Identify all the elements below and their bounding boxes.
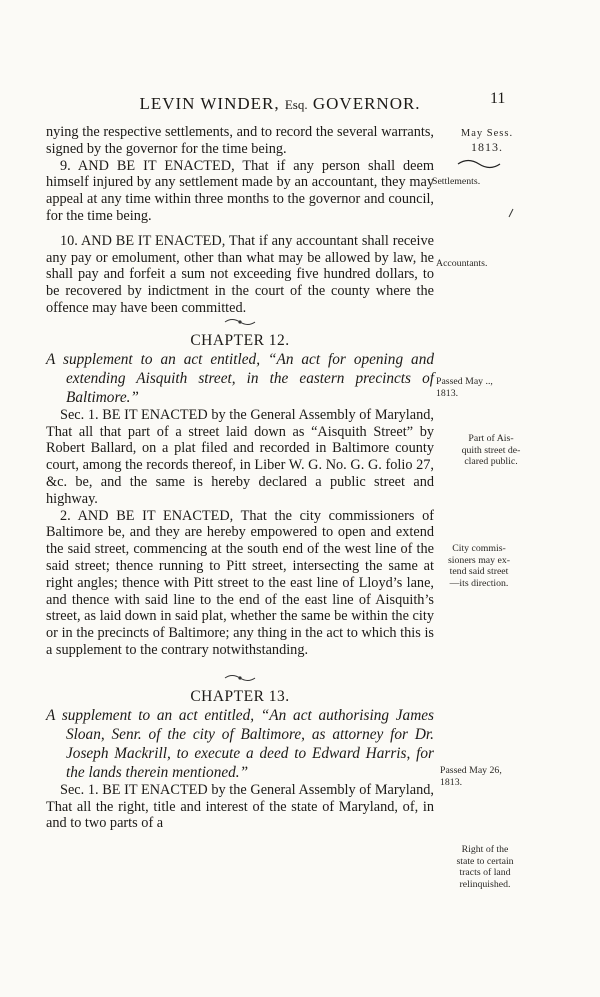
- running-title-esq: Esq.: [284, 97, 308, 112]
- margin-session: May Sess. 1813.: [460, 128, 514, 154]
- margin-aisquith-public: Part of Ais- quith street de- clared public.: [461, 433, 521, 467]
- running-title-name: LEVIN WINDER,: [139, 94, 280, 113]
- chapter-12-section-1: Sec. 1. BE IT ENACTED by the General Assembly of Maryland, That all that part of a street laid down as “Aisquith Street” by Robert Ballard, on a plat filed and recorded in Baltimore county court, among the records thereof, in Liber W. G. No. G. G. folio 27, &c. be, and the same is hereby declared a public street and highway.: [46, 406, 434, 507]
- section-10: 10. AND BE IT ENACTED, That if any accountant shall receive any pay or emolument, other than what may be allowed by law, he shall pay and forfeit a sum not exceeding five hundred dollars, to be recovered by indictment in the court of the county where the offence may have been committed.: [46, 232, 434, 316]
- running-head: [120, 94, 440, 114]
- margin-city-commissioners: City commis- sioners may ex- tend said street —its direction.: [447, 543, 511, 589]
- chapter-13-title: A supplement to an act entitled, “An act authorising James Sloan, Senr. of the city of Baltimore, as attorney for Dr. Joseph Mackrill, to execute a deed to Edward Harris, for the lands therein mentioned.”: [46, 706, 434, 781]
- chapter-12-section-2: 2. AND BE IT ENACTED, That the city commissioners of Baltimore be, and they are hereby empowered to open and extend the said street, commencing at the south end of the west line of the said street; thence running to Pitt street, intersecting the same at right angles; thence with Pitt street to the east line of Lloyd’s lane, and thence with said line to the end of the east line of Aisquith’s street, as laid down in said plat, whether the same be within the city or in the precincts of Baltimore; any thing in the act to which this is a supplement to the contrary notwithstanding.: [46, 507, 434, 658]
- page-number: 11: [490, 90, 506, 107]
- ink-speck-icon: [508, 208, 514, 218]
- chapter-13-section-1: Sec. 1. BE IT ENACTED by the General Assembly of Maryland, That all the right, title and interest of the state of Maryland, of, in and to two parts of a: [46, 781, 434, 832]
- margin-passed-ch13: Passed May 26, 1813.: [440, 765, 502, 788]
- chapter-12-heading: CHAPTER 12.: [190, 331, 290, 349]
- margin-settlements: Settlements.: [432, 176, 481, 187]
- paragraph-settlements-cont: nying the respective settlements, and to record the several warrants, signed by the governor for the time being.: [46, 124, 434, 157]
- chapter-13-heading: CHAPTER 13.: [190, 687, 290, 705]
- main-text-column: [46, 124, 434, 832]
- margin-passed-ch12: Passed May .., 1813.: [436, 376, 493, 399]
- ornament-divider-2: [46, 673, 434, 687]
- margin-accountants: Accountants.: [436, 258, 488, 269]
- section-9: 9. AND BE IT ENACTED, That if any person shall deem himself injured by any settlement made by an accountant, they may appeal at any time within three months to the governor and council, for the time being.: [46, 157, 434, 224]
- ornament-divider: [46, 317, 434, 331]
- running-title-office: GOVERNOR.: [312, 94, 421, 113]
- chapter-12-title: A supplement to an act entitled, “An act for opening and extending Aisquith street, in the eastern precincts of Baltimore.”: [46, 350, 434, 406]
- swirl-ornament-icon: [456, 158, 502, 170]
- margin-right-of-state: Right of the state to certain tracts of land relinquished.: [456, 844, 514, 890]
